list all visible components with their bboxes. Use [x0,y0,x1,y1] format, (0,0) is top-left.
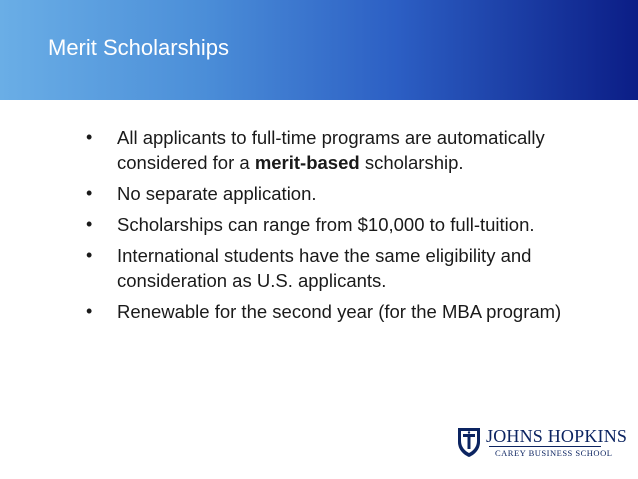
bullet-text: All applicants to full-time programs are automatically considered for a [117,127,545,173]
bullet-symbol: • [86,183,93,203]
bullet-item [86,212,566,237]
bullet-text: International students have the same eligibility and consideration as U.S. applicants. [117,245,532,291]
bullet-symbol: • [86,301,93,321]
bullet-symbol: • [86,214,93,234]
logo-name: JOHNS HOPKINS [486,426,628,446]
bullet-symbol: • [86,245,93,265]
title-bar [0,0,638,100]
slide-title: Merit Scholarships [48,35,229,60]
bullet-text: Scholarships can range from $10,000 to full-tuition. [117,214,535,235]
bullet-item [86,181,566,206]
bullet-symbol: • [86,127,93,147]
bullet-text: scholarship. [359,152,464,173]
bullet-item [86,125,566,175]
logo-divider [489,446,601,447]
jhu-carey-logo [452,424,628,466]
shield-crest-icon [456,426,482,458]
bullet-text: No separate application. [117,183,317,204]
logo-subtitle: CAREY BUSINESS SCHOOL [495,448,613,458]
bullet-item [86,299,566,324]
bullet-text: Renewable for the second year (for the MBA program) [117,301,562,322]
bullet-list [86,125,566,330]
bullet-text-bold: merit-based [254,152,360,173]
bullet-item [86,243,566,293]
